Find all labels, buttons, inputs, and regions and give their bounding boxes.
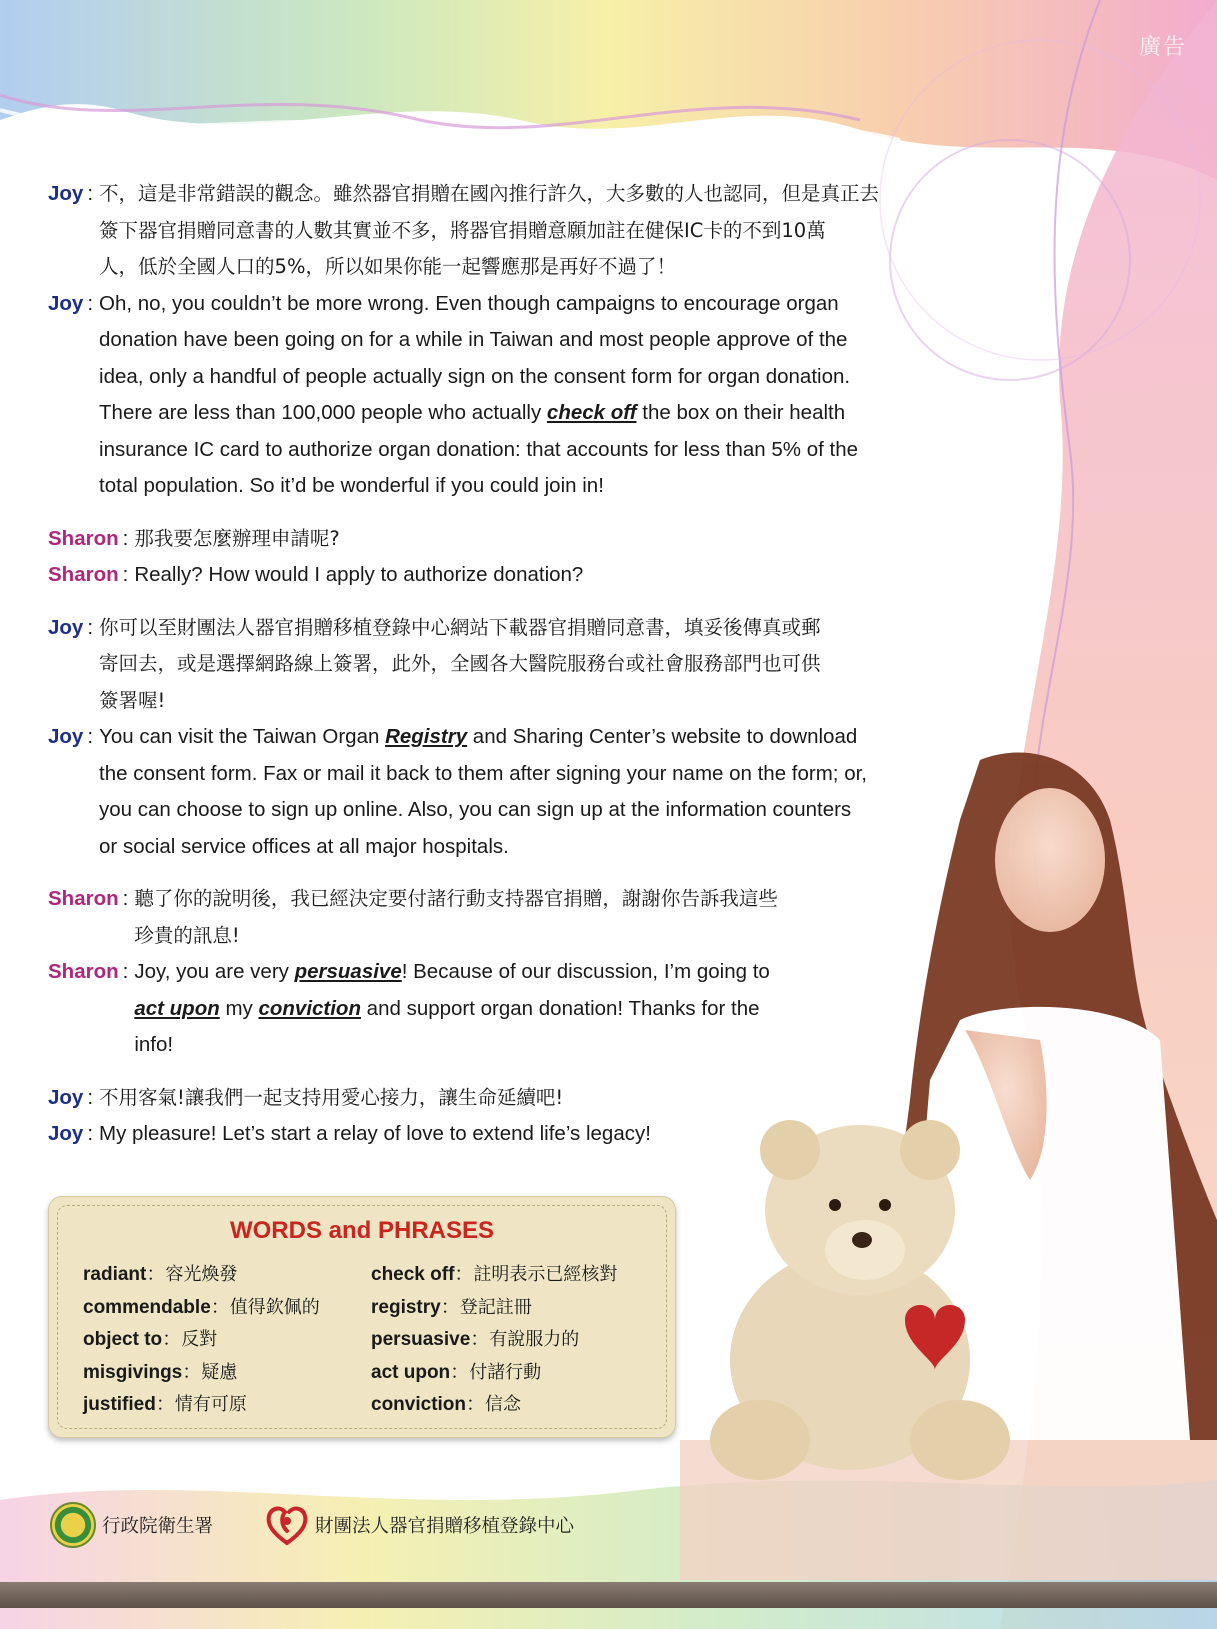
bottom-bar bbox=[0, 1582, 1217, 1608]
vocab-item: persuasive：有說服力的 bbox=[371, 1329, 580, 1350]
vocab-item: misgivings：疑慮 bbox=[83, 1361, 238, 1383]
health-department-logo-icon bbox=[50, 1502, 96, 1548]
speaker-joy: Joy bbox=[48, 1122, 84, 1145]
org-organ-registry bbox=[265, 1503, 574, 1547]
line-text: 那我要怎麼辦理申請呢? bbox=[134, 526, 340, 550]
vocab-item: justified：情有可原 bbox=[83, 1394, 247, 1415]
keyword-check-off: check off bbox=[546, 401, 637, 424]
dialogue-line: Sharon : Really? How would I apply to authorize donation? bbox=[48, 557, 968, 594]
speaker-sharon: Sharon bbox=[48, 960, 119, 983]
dialogue-line bbox=[48, 829, 968, 866]
dialogue-line bbox=[48, 991, 968, 1028]
speaker-sharon: Sharon bbox=[48, 887, 119, 910]
dialogue-line bbox=[48, 918, 968, 955]
line-text: you can choose to sign up online. Also, you can sign up at the information counters bbox=[99, 798, 852, 821]
line-text: 珍貴的訊息! bbox=[134, 923, 240, 947]
dialogue-line: Joy : Oh, no, you couldn’t be more wrong. Even though campaigns to encourage organ bbox=[48, 286, 968, 323]
line-text: donation have been going on for a while in Taiwan and most people approve of the bbox=[99, 328, 848, 351]
dialogue-line bbox=[48, 249, 968, 286]
line-text: 人，低於全國人口的5%，所以如果你能一起響應那是再好不過了！ bbox=[99, 255, 676, 278]
line-text: Joy, you are very persuasive! Because of our discussion, I’m going to bbox=[134, 960, 770, 983]
line-text: info! bbox=[134, 1033, 174, 1056]
line-text: idea, only a handful of people actually sign on the consent form for organ donation. bbox=[99, 364, 851, 388]
line-text: 聽了你的說明後，我已經決定要付諸行動支持器官捐贈，謝謝你告訴我這些 bbox=[134, 887, 778, 910]
vocab-item: commendable：值得欽佩的 bbox=[83, 1296, 320, 1318]
dialogue-line: Sharon : 聽了你的說明後，我已經決定要付諸行動支持器官捐贈，謝謝你告訴我這些 bbox=[48, 881, 968, 918]
speaker-sharon: Sharon bbox=[48, 563, 119, 586]
words-column-left bbox=[83, 1259, 320, 1422]
line-text: or social service offices at all major hospitals. bbox=[99, 834, 509, 858]
line-text: 你可以至財團法人器官捐贈移植登錄中心網站下載器官捐贈同意書，填妥後傳真或郵 bbox=[99, 615, 821, 639]
org-organ-registry-name: 財團法人器官捐贈移植登錄中心 bbox=[315, 1516, 575, 1537]
dialogue-line bbox=[48, 646, 968, 683]
line-text: Oh, no, you couldn’t be more wrong. Even though campaigns to encourage organ bbox=[99, 291, 839, 315]
vocab-item: registry：登記註冊 bbox=[371, 1296, 532, 1318]
dialogue bbox=[48, 176, 968, 1153]
dialogue-line: Sharon : Joy, you are very persuasive! Because of our discussion, I’m going to bbox=[48, 954, 968, 991]
line-text: There are less than 100,000 people who actually check off the box on their health bbox=[99, 401, 846, 424]
vocab-item: conviction：信念 bbox=[371, 1394, 522, 1415]
speaker-sharon: Sharon bbox=[48, 526, 119, 550]
keyword-act-upon: act upon bbox=[134, 996, 220, 1020]
line-text: the consent form. Fax or mail it back to them after signing your name on the form; or, bbox=[99, 761, 867, 785]
dialogue-line bbox=[48, 322, 968, 359]
line-text: insurance IC card to authorize organ donation: that accounts for less than 5% of the bbox=[99, 437, 858, 461]
keyword-persuasive: persuasive bbox=[294, 960, 402, 983]
speaker-joy: Joy bbox=[48, 615, 84, 639]
dialogue-line bbox=[48, 432, 968, 469]
line-text: 不，這是非常錯誤的觀念。雖然器官捐贈在國內推行許久，大多數的人也認同，但是真正去 bbox=[99, 182, 880, 205]
keyword-conviction: conviction bbox=[258, 996, 361, 1020]
dialogue-line: Joy : 不用客氣!讓我們一起支持用愛心接力，讓生命延續吧! bbox=[48, 1080, 968, 1117]
dialogue-line bbox=[48, 683, 968, 720]
advertisement-tag: 廣告 bbox=[1138, 35, 1187, 60]
vocab-item: check off：註明表示已經核對 bbox=[371, 1264, 618, 1285]
words-and-phrases-box bbox=[48, 1196, 676, 1438]
dialogue-line bbox=[48, 792, 968, 829]
dialogue-line: Joy : 你可以至財團法人器官捐贈移植登錄中心網站下載器官捐贈同意書，填妥後傳真或郵 bbox=[48, 610, 968, 647]
dialogue-line bbox=[48, 395, 968, 432]
footer bbox=[50, 1502, 574, 1548]
speaker-joy: Joy bbox=[48, 291, 84, 315]
line-text: 簽下器官捐贈同意書的人數其實並不多，將器官捐贈意願加註在健保IC卡的不到10萬 bbox=[99, 218, 826, 242]
line-text: act upon my conviction and support organ donation! Thanks for the bbox=[134, 996, 760, 1020]
words-title: WORDS and PHRASES bbox=[229, 1217, 495, 1244]
dialogue-line: Sharon : 那我要怎麼辦理申請呢? bbox=[48, 521, 968, 558]
dialogue-line bbox=[48, 359, 968, 396]
line-text: 不用客氣!讓我們一起支持用愛心接力，讓生命延續吧! bbox=[99, 1085, 564, 1109]
dialogue-line bbox=[48, 468, 968, 505]
heart-logo-icon bbox=[265, 1503, 309, 1547]
vocab-item: radiant：容光煥發 bbox=[83, 1264, 238, 1285]
line-text: Really? How would I apply to authorize donation? bbox=[134, 563, 584, 586]
keyword-registry: Registry bbox=[385, 725, 468, 748]
dialogue-line bbox=[48, 213, 968, 250]
dialogue-line: Joy : 不，這是非常錯誤的觀念。雖然器官捐贈在國內推行許久，大多數的人也認同，但是真正去 bbox=[48, 176, 968, 213]
speaker-joy: Joy bbox=[48, 182, 84, 205]
vocab-item: object to：反對 bbox=[83, 1329, 218, 1350]
line-text: You can visit the Taiwan Organ Registry and Sharing Center’s website to download bbox=[99, 725, 858, 748]
speaker-joy: Joy bbox=[48, 1085, 84, 1109]
dialogue-line: Joy : My pleasure! Let’s start a relay of love to extend life’s legacy! bbox=[48, 1116, 968, 1153]
dialogue-line: Joy : You can visit the Taiwan Organ Registry and Sharing Center’s website to download bbox=[48, 719, 968, 756]
org-health-department: 行政院衛生署 bbox=[102, 1516, 214, 1537]
words-column-right bbox=[371, 1259, 617, 1422]
vocab-item: act upon：付諸行動 bbox=[371, 1361, 542, 1383]
line-text: total population. So it’d be wonderful if you could join in! bbox=[99, 474, 604, 497]
dialogue-line bbox=[48, 756, 968, 793]
speaker-joy: Joy bbox=[48, 725, 84, 748]
line-text: 簽署喔! bbox=[99, 688, 166, 712]
line-text: 寄回去，或是選擇網路線上簽署，此外，全國各大醫院服務台或社會服務部門也可供 bbox=[99, 652, 821, 675]
dialogue-line bbox=[48, 1027, 968, 1064]
line-text: My pleasure! Let’s start a relay of love to extend life’s legacy! bbox=[99, 1122, 651, 1145]
